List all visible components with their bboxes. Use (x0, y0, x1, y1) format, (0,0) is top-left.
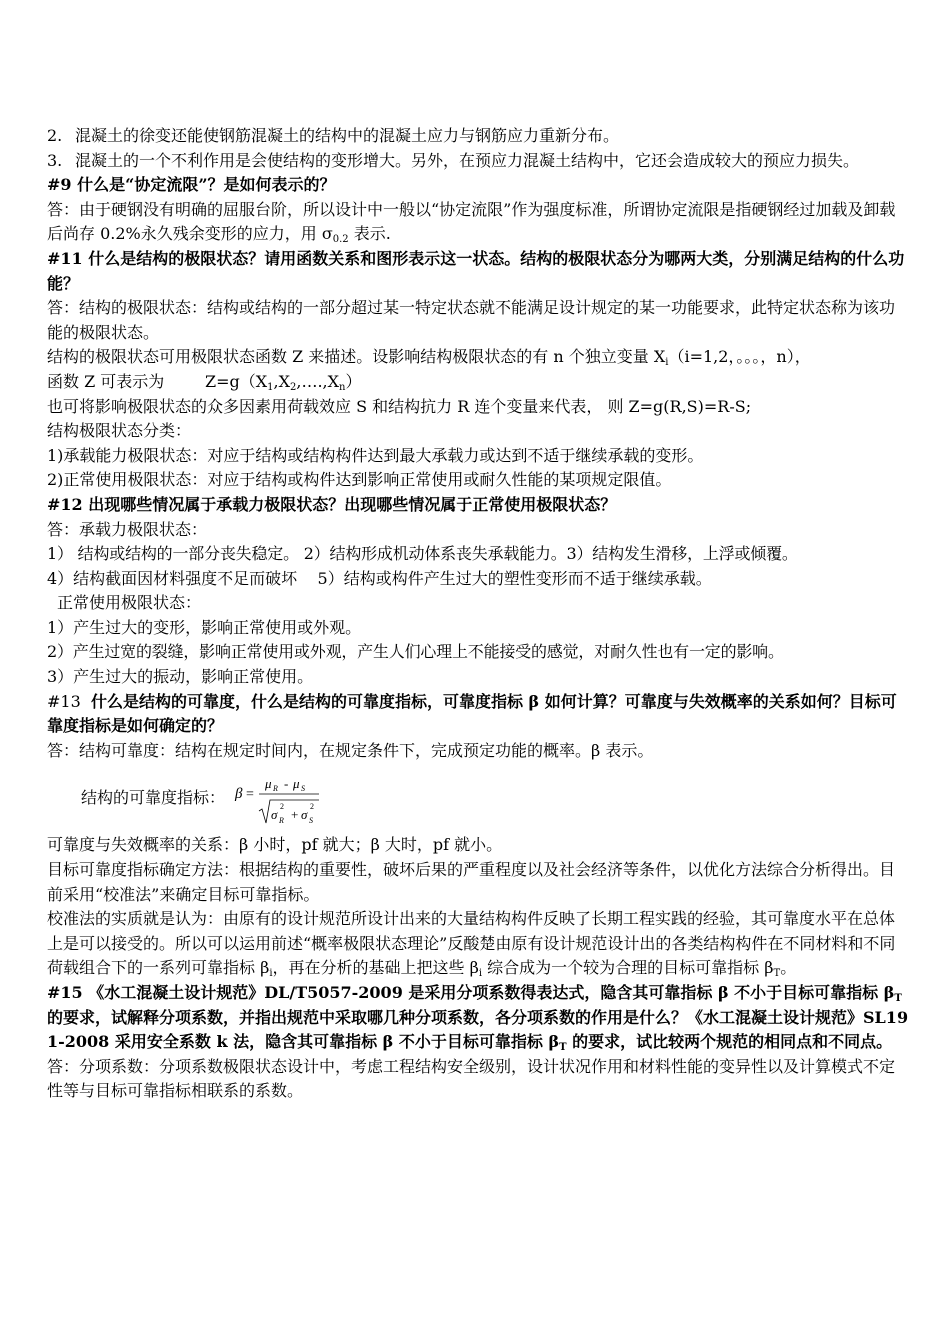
answer-text: 。 (780, 958, 797, 978)
answer-text: ，再在分析的基础上把这些 β (272, 958, 479, 978)
subscript: i (478, 968, 483, 980)
formula-minus: - (284, 776, 289, 792)
subscript: 2 (290, 381, 297, 393)
subscript: T (559, 1042, 567, 1054)
question-11-answer-6: 1)承载能力极限状态：对应于结构或结构构件达到最大承载力或达到不适于继续承载的变形。 (47, 445, 704, 465)
question-12-line: 3）产生过大的振动，影响正常使用。 (47, 667, 314, 687)
answer-text: ） (345, 371, 362, 391)
question-12-line: 1）产生过大的变形，影响正常使用或外观。 (47, 617, 362, 637)
question-12-line: 2）产生过宽的裂缝，影响正常使用或外观，产生人们心理上不能接受的感觉，对耐久性也有一定的影响。 (47, 642, 784, 662)
question-12-line: 答：承载力极限状态： (47, 519, 208, 539)
answer-text: 答：由于硬钢没有明确的屈服台阶，所以设计中一般以“协定流限”作为强度标准，所谓协定流限是指硬钢经过加载及卸载后尚存 0.2%永久残余变形的应力，用 σ (47, 199, 896, 244)
formula-label: 结构的可靠度指标： (81, 788, 226, 808)
list-text: 混凝土的徐变还能使钢筋混凝土的结构中的混凝土应力与钢筋应力重新分布。 (75, 126, 620, 145)
question-15-heading (47, 981, 910, 1055)
formula-sub-r: R (273, 784, 278, 794)
question-11-answer-1: 答：结构的极限状态：结构或结构的一部分超过某一特定状态就不能满足设计规定的某一功能要求，此特定状态称为该功能的极限状态。 (47, 298, 896, 342)
subscript: 0.2 (332, 234, 349, 246)
formula-sub-r: R (279, 816, 284, 826)
question-12-line: 正常使用极限状态： (57, 593, 202, 613)
question-11-answer-7: 2)正常使用极限状态：对应于结构或构件达到影响正常使用或耐久性能的某项规定限值。 (47, 470, 672, 490)
formula-sub-s: S (309, 816, 314, 826)
answer-text: 综合成为一个较为合理的目标可靠指标 β (482, 958, 774, 978)
reliability-formula (47, 763, 910, 833)
question-11-answer-3 (47, 370, 910, 395)
question-text: 的要求，试解释分项系数，并指出规范中采取哪几种分项系数，各分项系数的作用是什么？《水工混凝土设计规范》SL191-2008 采用安全系数 k 法，隐含其可靠指标 β 不小于目标可靠指标 β (47, 1007, 909, 1052)
formula-beta: β (235, 786, 243, 803)
answer-text: 校准法的实质就是认为：由原有的设计规范所设计出来的大量结构构件反映了长期工程实践的经验，其可靠度水平在总体上是可以接受的。所以可以运用前述“概率极限状态理论”反酸楚由原有设计规范设计出的各类结构构件在不同材料和不同荷载组合下的一系列可靠指标 β (47, 909, 896, 978)
answer-text: ,….,X (296, 371, 340, 391)
question-13-line: 目标可靠度指标确定方法：根据结构的重要性，破坏后果的严重程度以及社会经济等条件，以优化方法综合分析得出。目前采用“校准法”来确定目标可靠指标。 (47, 860, 896, 904)
answer-text: ,X (273, 371, 290, 391)
subscript: i (269, 968, 273, 980)
question-13-line: 答：结构可靠度：结构在规定时间内，在规定条件下，完成预定功能的概率。β 表示。 (47, 740, 654, 760)
subscript: i (665, 357, 669, 369)
question-11-heading: #11 什么是结构的极限状态？请用函数关系和图形表示这一状态。结构的极限状态分为哪两大类，分别满足结构的什么功能？ (47, 248, 905, 293)
answer-text: 函数 Z 可表示为 Z=g（X (47, 371, 268, 391)
question-text: 的要求，试比较两个规范的相同点和不同点。 (566, 1032, 893, 1052)
formula-sup-2: 2 (310, 802, 315, 812)
question-15-answer: 答：分项系数：分项系数极限状态设计中，考虑工程结构安全级别，设计状况作用和材料性能的变异性以及计算模式不定性等与目标可靠指标相联系的系数。 (47, 1056, 896, 1101)
list-text: 混凝土的一个不利作用是会使结构的变形增大。另外，在预应力混凝土结构中，它还会造成较大的预应力损失。 (75, 150, 860, 170)
question-9-answer (47, 198, 910, 247)
list-item (47, 149, 910, 174)
question-12-heading: #12 出现哪些情况属于承载力极限状态？出现哪些情况属于正常使用极限状态？ (47, 494, 617, 514)
formula-sub-s: S (301, 784, 306, 794)
answer-text: 结构的极限状态可用极限状态函数 Z 来描述。设影响结构极限状态的有 n 个独立变量 X (47, 347, 666, 367)
formula-sup-2: 2 (280, 802, 285, 812)
formula-sigma-s: σ (301, 807, 308, 823)
question-number: #13 (47, 691, 91, 711)
list-item (47, 124, 910, 149)
subscript: n (339, 381, 346, 393)
question-11-answer-4: 也可将影响极限状态的众多因素用荷载效应 S 和结构抗力 R 连个变量来代表， 则 Z=g(R,S)=R-S; (47, 396, 752, 416)
question-11-answer-2 (47, 345, 910, 370)
question-11-answer-5: 结构极限状态分类： (47, 421, 192, 441)
question-text: #15 《水工混凝土设计规范》DL/T5057-2009 是采用分项系数得表达式，隐含其可靠指标 β 不小于目标可靠指标 β (47, 983, 895, 1002)
subscript: T (894, 993, 902, 1004)
formula-mu-r: μ (265, 776, 272, 792)
subscript: T (773, 968, 781, 980)
formula-plus: + (291, 807, 299, 823)
question-13-heading (47, 690, 910, 739)
list-number: 3. (47, 150, 63, 170)
question-12-line: 1） 结构或结构的一部分丧失稳定。 2）结构形成机动体系丧失承载能力。3）结构发生滑移，上浮或倾覆。 (47, 544, 798, 564)
question-13-line (47, 907, 910, 981)
formula-equals: = (246, 787, 254, 803)
answer-text: 表示. (348, 224, 391, 244)
question-12-line: 4）结构截面因材料强度不足而破坏 5）结构或构件产生过大的塑性变形而不适于继续承载。 (47, 568, 712, 588)
formula-mu-s: μ (293, 776, 300, 792)
answer-text: （i=1,2，。。。，n）， (668, 347, 811, 367)
question-9-heading: #9 什么是“协定流限”？是如何表示的？ (47, 175, 336, 195)
formula-graphic (231, 767, 351, 829)
formula-sigma-r: σ (271, 807, 278, 823)
subscript: 1 (267, 381, 274, 393)
question-text: 什么是结构的可靠度，什么是结构的可靠度指标，可靠度指标 β 如何计算？可靠度与失效概率的关系如何？目标可靠度指标是如何确定的？ (47, 691, 897, 736)
question-13-line: 可靠度与失效概率的关系：β 小时，pf 就大；β 大时，pf 就小。 (47, 835, 503, 855)
list-number: 2. (47, 126, 63, 145)
